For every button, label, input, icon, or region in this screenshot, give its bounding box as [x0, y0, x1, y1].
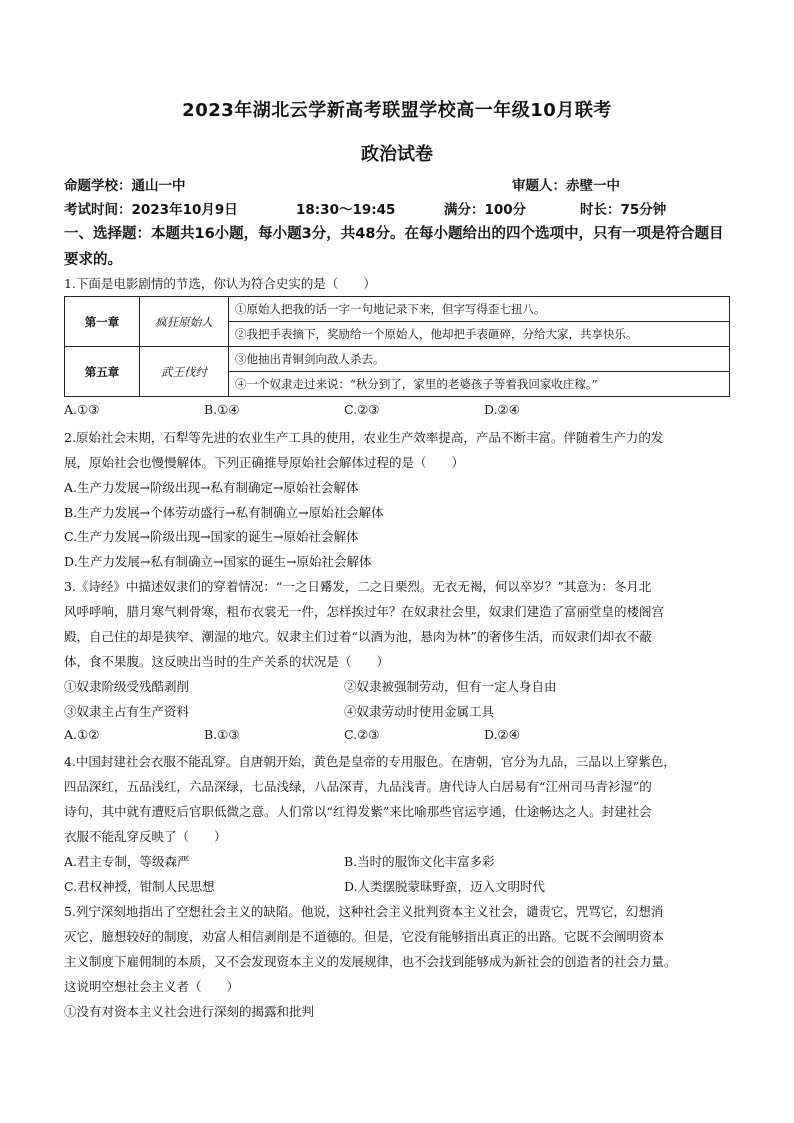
q3-option-d[interactable]: D.②④ — [484, 727, 520, 742]
q4-stem-line: 四品深红，五品浅红，六品深绿，七品浅绿，八品深青，九品浅青。唐代诗人白居易有“江州司马青衫湿”的 — [64, 779, 652, 794]
q2-option-d[interactable]: D.生产力发展→私有制确立→国家的诞生→原始社会解体 — [64, 554, 372, 569]
plot-line: ②我把手表摘下，奖励给一个原始人，他却把手表砸碎，分给大家，共享快乐。 — [229, 322, 730, 347]
q5-stem-line: 灭它，臆想较好的制度，劝富人相信剥削是不道德的。但是，它没有能够指出真正的出路。它既不会阐明资本 — [64, 929, 665, 944]
q3-option-a[interactable]: A.①② — [64, 727, 100, 742]
q4-stem-line: 诗句，其中就有遭贬后官职低微之意。人们常以“红得发紫”来比喻那些官运亨通，仕途畅达之人。封建社会 — [64, 804, 652, 819]
q3-item-2: ②奴隶被强制劳动，但有一定人身自由 — [344, 679, 557, 694]
q5-item-1: ①没有对资本主义社会进行深刻的揭露和批判 — [64, 1004, 315, 1019]
q4-stem-line: 衣服不能乱穿反映了（ ） — [64, 829, 227, 844]
exam-period: 18:30～19:45 — [296, 202, 396, 218]
exam-subject: 政治试卷 — [361, 144, 433, 165]
q2-option-b[interactable]: B.生产力发展→个体劳动盛行→私有制确立→原始社会解体 — [64, 505, 384, 520]
q4-option-c[interactable]: C.君权神授，钳制人民思想 — [64, 879, 215, 894]
q5-stem-line: 主义制度下雇佣制的本质，又不会发现资本主义的发展规律，也不会找到能够成为新社会的创造者的社会力量。 — [64, 954, 677, 969]
exam-duration: 时长：75分钟 — [580, 202, 667, 218]
q3-stem-line: 殿，自己住的却是狭窄、潮湿的地穴。奴隶主们过着“以酒为池，悬肉为林”的奢侈生活，而奴隶们却衣不蔽 — [64, 629, 652, 644]
plot-line: ①原始人把我的话一字一句地记录下来，但字写得歪七扭八。 — [229, 297, 730, 322]
q1-option-d[interactable]: D.②④ — [484, 402, 520, 417]
q4-stem-line: 4.中国封建社会衣服不能乱穿。自唐朝开始，黄色是皇帝的专用服色。在唐朝，官分为九品，三品以上穿紫色， — [64, 754, 676, 769]
full-score: 满分：100分 — [444, 202, 527, 218]
q3-item-1: ①奴隶阶级受残酷剥削 — [64, 679, 190, 694]
plot-line: ④一个奴隶走过来说：“秋分到了，家里的老婆孩子等着我回家收庄稼。” — [229, 372, 730, 397]
table-row — [65, 347, 730, 372]
chapter-cell: 第五章 — [65, 347, 140, 397]
q2-stem-line: 展，原始社会也慢慢解体。下列正确推导原始社会解体过程的是（ ） — [64, 455, 465, 470]
q2-stem-line: 2.原始社会末期，石犁等先进的农业生产工具的使用，农业生产效率提高，产品不断丰富。伴随着生产力的发 — [64, 430, 664, 445]
q1-table — [64, 296, 730, 397]
chapter-cell: 第一章 — [65, 297, 140, 347]
plot-name-cell: 武王伐纣 — [140, 347, 229, 397]
q5-stem-line: 5.列宁深刻地指出了空想社会主义的缺陷。他说，这种社会主义批判资本主义社会，谴责它、咒骂它，幻想消 — [64, 904, 664, 919]
exam-date: 考试时间：2023年10月9日 — [64, 202, 238, 218]
q2-option-a[interactable]: A.生产力发展→阶级出现→私有制确定→原始社会解体 — [64, 480, 359, 495]
plot-name-cell: 疯狂原始人 — [140, 297, 229, 347]
setter-school: 命题学校：通山一中 — [64, 178, 186, 194]
q3-option-b[interactable]: B.①③ — [204, 727, 240, 742]
q1-option-a[interactable]: A.①③ — [64, 402, 100, 417]
q1-option-c[interactable]: C.②③ — [344, 402, 380, 417]
q1-option-b[interactable]: B.①④ — [204, 402, 240, 417]
plot-line: ③他抽出青铜剑向敌人杀去。 — [229, 347, 730, 372]
q3-stem-line: 体，食不果腹。这反映出当时的生产关系的状况是（ ） — [64, 654, 390, 669]
section-heading: 一、选择题：本题共16小题，每小题3分，共48分。在每小题给出的四个选项中，只有一项是符合题目要求的。 — [64, 226, 724, 268]
q1-stem: 1.下面是电影剧情的节选，你认为符合史实的是（ ） — [64, 276, 376, 291]
q5-stem-line: 这说明空想社会主义者（ ） — [64, 979, 240, 994]
q4-option-b[interactable]: B.当时的服饰文化丰富多彩 — [344, 854, 495, 869]
q2-option-c[interactable]: C.生产力发展→阶级出现→国家的诞生→原始社会解体 — [64, 529, 359, 544]
q3-option-c[interactable]: C.②③ — [344, 727, 380, 742]
q4-option-a[interactable]: A.君主专制，等级森严 — [64, 854, 190, 869]
exam-title: 2023年湖北云学新高考联盟学校高一年级10月联考 — [182, 100, 612, 121]
q3-stem-line: 风呼呼响，腊月寒气刺骨寒，粗布衣裳无一件，怎样挨过年？在奴隶社会里，奴隶们建造了富丽堂皇的楼阁宫 — [64, 604, 665, 619]
q3-stem-line: 3.《诗经》中描述奴隶们的穿着情况：“一之日觱发，二之日栗烈。无衣无褐，何以卒岁？”其意为：冬月北 — [64, 579, 652, 594]
q3-item-3: ③奴隶主占有生产资料 — [64, 704, 190, 719]
reviewer: 审题人：赤壁一中 — [512, 178, 620, 194]
q4-option-d[interactable]: D.人类摆脱蒙昧野蛮，迈入文明时代 — [344, 879, 546, 894]
table-row — [65, 297, 730, 322]
q3-item-4: ④奴隶劳动时使用金属工具 — [344, 704, 495, 719]
